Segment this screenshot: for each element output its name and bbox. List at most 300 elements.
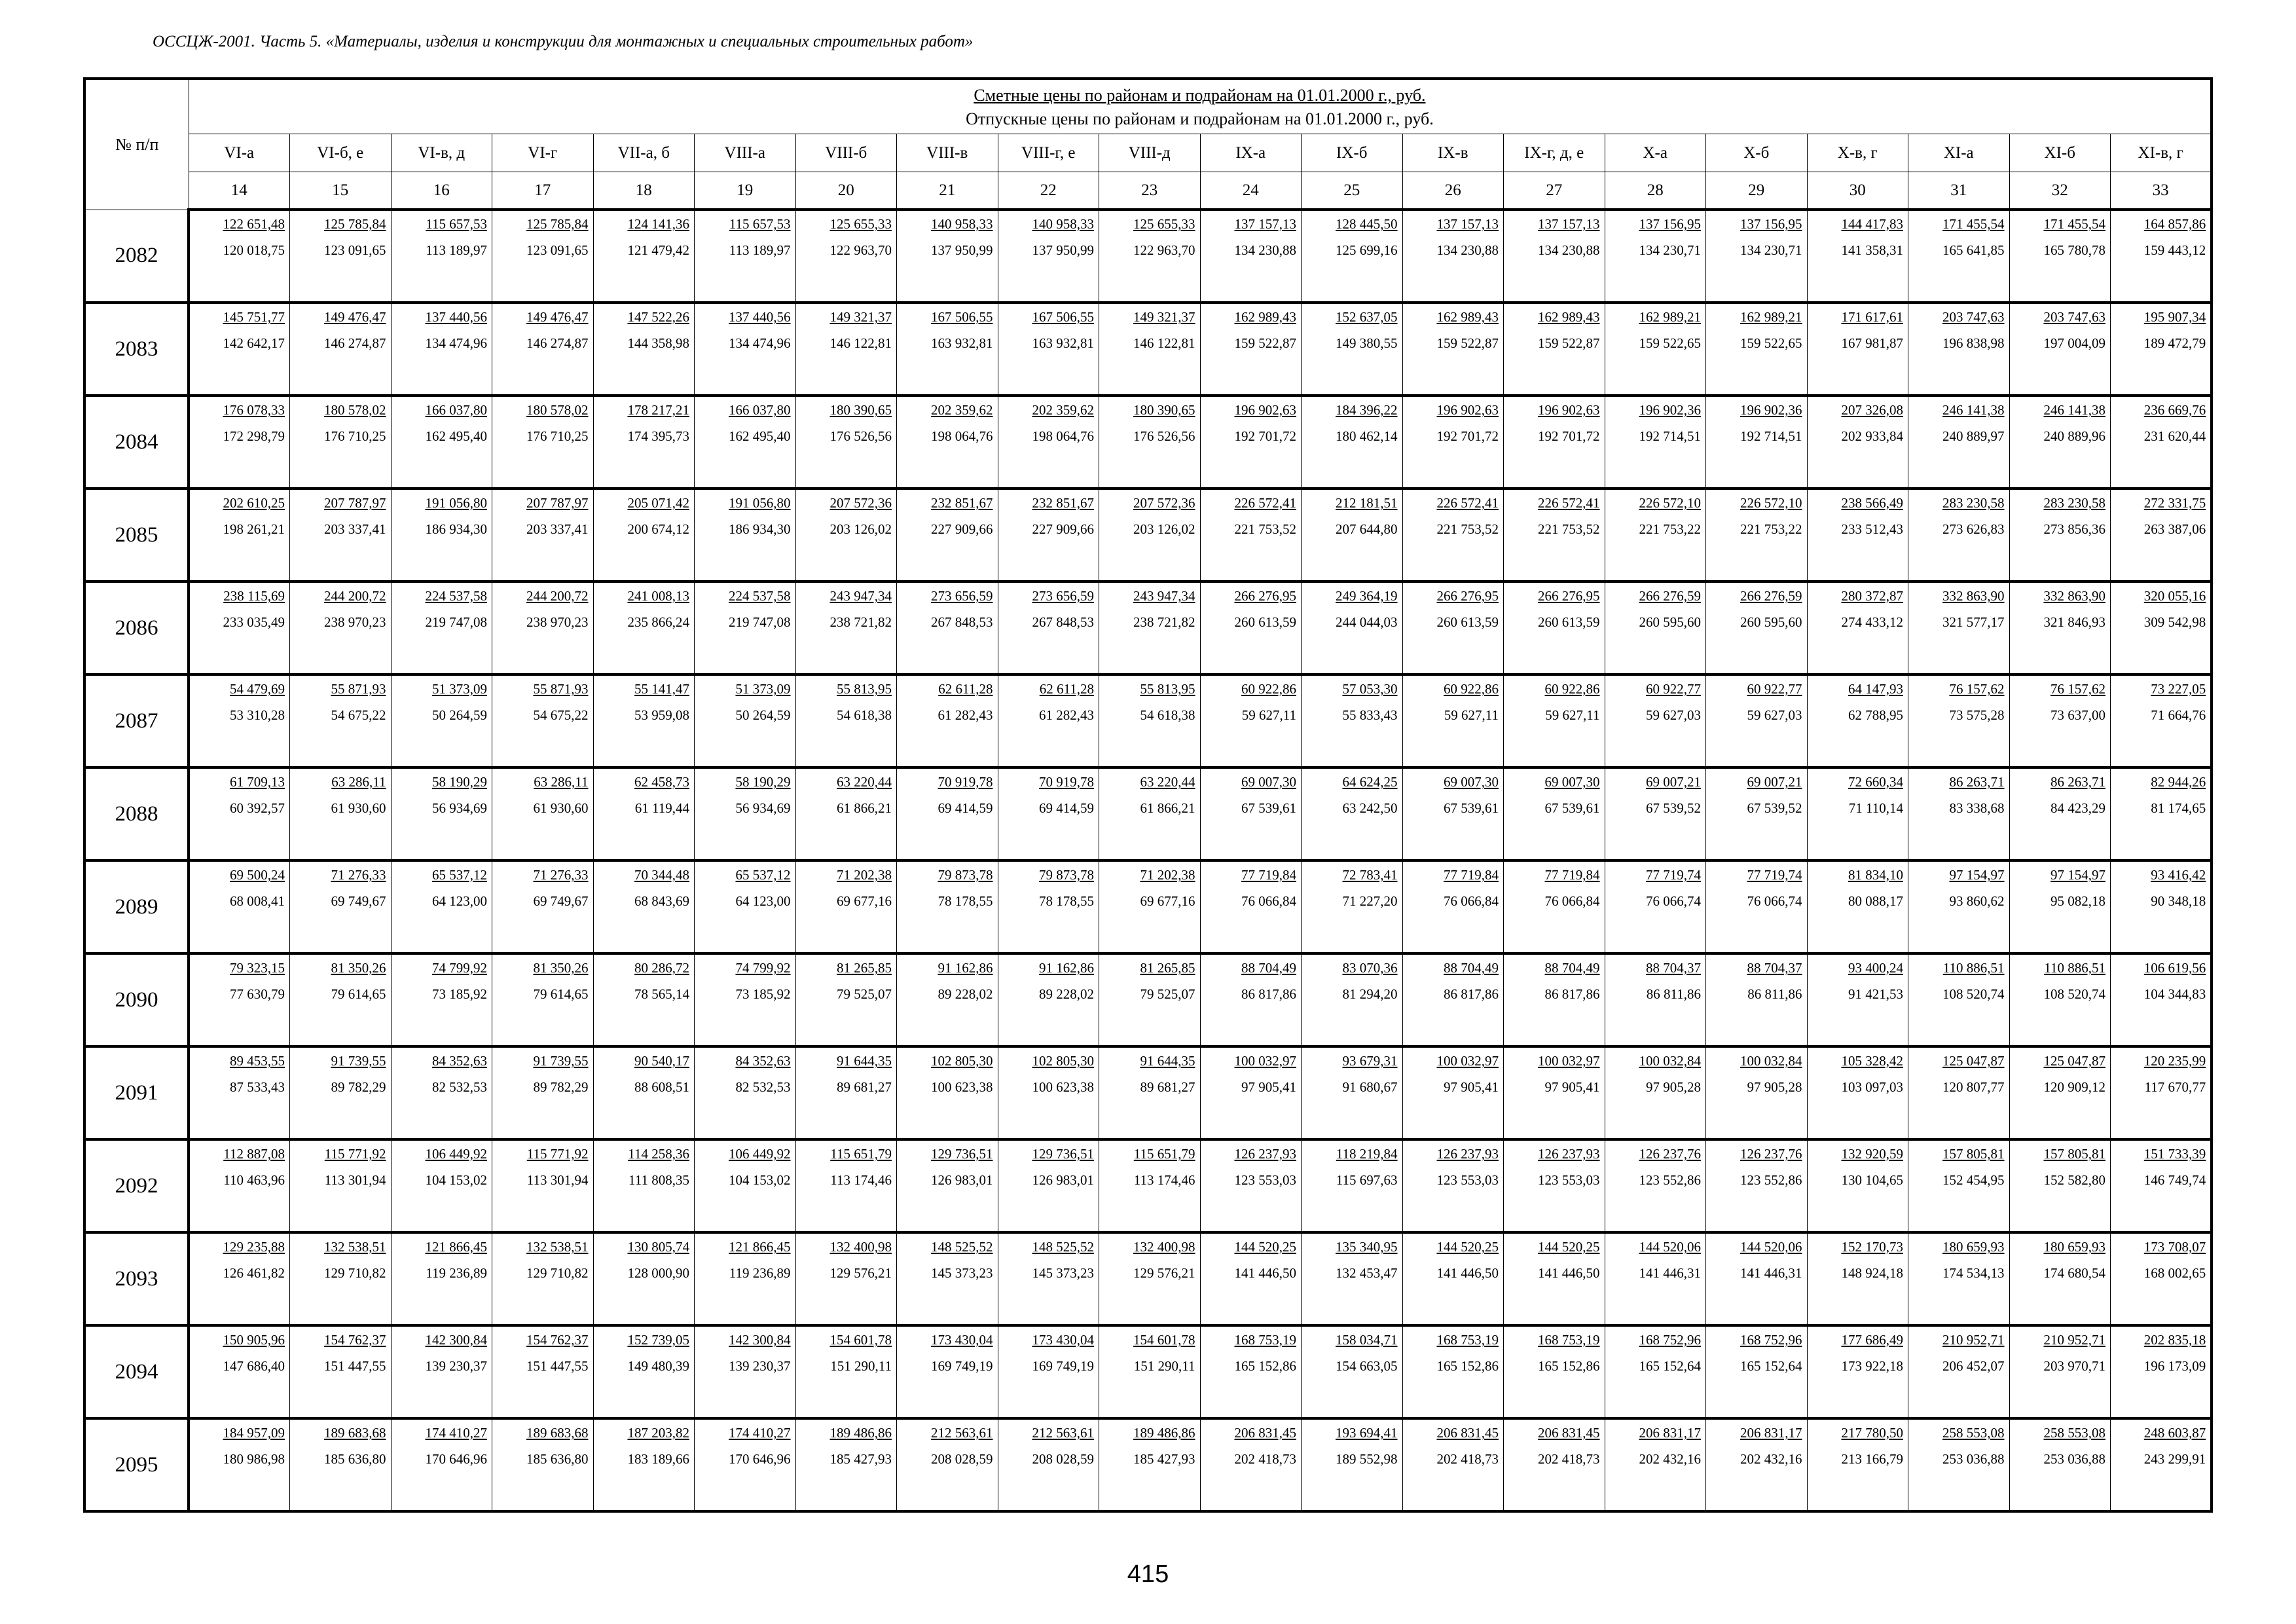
release-price: 189 552,98 — [1336, 1451, 1398, 1467]
release-price: 203 337,41 — [526, 521, 589, 537]
price-cell — [290, 674, 392, 767]
price-cell — [1200, 767, 1302, 860]
price-cell — [1807, 953, 1908, 1046]
release-price: 145 373,23 — [931, 1265, 993, 1281]
estimate-price: 69 007,21 — [1747, 774, 1802, 790]
release-price: 69 677,16 — [1140, 893, 1195, 909]
column-number: 33 — [2111, 172, 2212, 210]
release-price: 89 228,02 — [938, 986, 993, 1002]
estimate-price: 283 230,58 — [2043, 495, 2105, 511]
release-price: 200 674,12 — [627, 521, 689, 537]
price-cell — [391, 1139, 492, 1232]
price-cell — [1706, 1139, 1808, 1232]
release-price: 202 933,84 — [1841, 428, 1903, 444]
caption-row — [84, 79, 2212, 134]
release-price: 167 981,87 — [1841, 335, 1903, 351]
estimate-price: 232 851,67 — [1032, 495, 1094, 511]
estimate-price: 125 047,87 — [2043, 1053, 2105, 1069]
release-price: 144 358,98 — [627, 335, 689, 351]
estimate-price: 88 704,49 — [1444, 960, 1499, 976]
release-price: 123 553,03 — [1234, 1172, 1296, 1188]
estimate-price: 187 203,82 — [627, 1425, 689, 1441]
price-cell — [1605, 953, 1706, 1046]
row-number: 2085 — [84, 489, 189, 581]
estimate-price: 154 601,78 — [1133, 1332, 1195, 1348]
release-price: 68 843,69 — [634, 893, 689, 909]
estimate-price: 84 352,63 — [432, 1053, 487, 1069]
estimate-price: 144 520,25 — [1538, 1239, 1600, 1255]
release-price: 165 152,64 — [1639, 1358, 1701, 1374]
release-price: 115 697,63 — [1336, 1172, 1398, 1188]
price-cell — [1200, 953, 1302, 1046]
release-price: 165 780,78 — [2043, 242, 2105, 258]
estimate-price: 88 704,37 — [1747, 960, 1802, 976]
estimate-price: 58 190,29 — [735, 774, 791, 790]
release-price: 202 432,16 — [1639, 1451, 1701, 1467]
release-price: 134 474,96 — [425, 335, 487, 351]
estimate-price: 100 032,84 — [1639, 1053, 1701, 1069]
estimate-price: 74 799,92 — [735, 960, 791, 976]
price-cell — [391, 303, 492, 396]
price-cell — [1200, 489, 1302, 581]
estimate-price: 73 227,05 — [2151, 681, 2206, 697]
estimate-price: 93 400,24 — [1848, 960, 1903, 976]
estimate-price: 224 537,58 — [729, 588, 791, 604]
price-cell — [1402, 303, 1504, 396]
release-price: 97 905,41 — [1444, 1079, 1499, 1095]
estimate-price: 69 007,30 — [1544, 774, 1600, 790]
price-cell — [897, 489, 998, 581]
price-cell — [795, 1139, 897, 1232]
price-cell — [2111, 1046, 2212, 1139]
price-cell — [1402, 860, 1504, 953]
release-price: 208 028,59 — [931, 1451, 993, 1467]
release-price: 159 522,87 — [1234, 335, 1296, 351]
estimate-price: 246 141,38 — [2043, 402, 2105, 418]
estimate-price: 84 352,63 — [735, 1053, 791, 1069]
estimate-price: 132 920,59 — [1841, 1146, 1903, 1162]
release-price: 253 036,88 — [2043, 1451, 2105, 1467]
release-price: 146 122,81 — [829, 335, 892, 351]
estimate-price: 63 220,44 — [1140, 774, 1195, 790]
release-price: 273 626,83 — [1942, 521, 2005, 537]
row-number: 2095 — [84, 1418, 189, 1511]
release-price: 111 808,35 — [629, 1172, 689, 1188]
estimate-price: 71 202,38 — [1140, 867, 1195, 883]
release-price: 55 833,43 — [1342, 707, 1398, 723]
release-price: 91 680,67 — [1342, 1079, 1398, 1095]
price-cell — [492, 1232, 594, 1325]
price-cell — [290, 210, 392, 303]
estimate-price: 149 476,47 — [526, 309, 589, 325]
release-price: 139 230,37 — [729, 1358, 791, 1374]
price-cell — [795, 674, 897, 767]
release-price: 180 986,98 — [223, 1451, 285, 1467]
release-price: 238 721,82 — [829, 614, 892, 630]
release-price: 67 539,61 — [1444, 800, 1499, 816]
release-price: 122 963,70 — [829, 242, 892, 258]
release-price: 170 646,96 — [729, 1451, 791, 1467]
release-price: 152 454,95 — [1942, 1172, 2005, 1188]
release-price: 163 932,81 — [1032, 335, 1094, 351]
release-price: 141 446,50 — [1234, 1265, 1296, 1281]
estimate-price: 238 115,69 — [223, 588, 285, 604]
price-cell — [593, 1418, 695, 1511]
price-cell — [1099, 1139, 1201, 1232]
release-price: 56 934,69 — [432, 800, 487, 816]
estimate-price: 132 400,98 — [1133, 1239, 1195, 1255]
price-cell — [998, 953, 1099, 1046]
estimate-price: 125 655,33 — [829, 216, 892, 232]
price-cell — [1706, 953, 1808, 1046]
release-price: 86 817,86 — [1241, 986, 1296, 1002]
release-price: 189 472,79 — [2143, 335, 2206, 351]
release-price: 221 753,22 — [1740, 521, 1802, 537]
estimate-price: 112 887,08 — [223, 1146, 285, 1162]
price-cell — [290, 767, 392, 860]
estimate-price: 272 331,75 — [2143, 495, 2206, 511]
estimate-price: 196 902,63 — [1436, 402, 1499, 418]
price-cell — [1807, 396, 1908, 489]
estimate-price: 148 525,52 — [931, 1239, 993, 1255]
price-cell — [2111, 1232, 2212, 1325]
row-number: 2092 — [84, 1139, 189, 1232]
release-price: 113 174,46 — [1133, 1172, 1195, 1188]
price-cell — [1504, 303, 1605, 396]
release-price: 263 387,06 — [2143, 521, 2206, 537]
estimate-price: 70 919,78 — [938, 774, 993, 790]
price-cell — [1402, 210, 1504, 303]
price-cell — [998, 210, 1099, 303]
price-cell — [391, 674, 492, 767]
price-cell — [897, 581, 998, 674]
estimate-price: 206 831,45 — [1234, 1425, 1296, 1441]
estimate-price: 226 572,41 — [1538, 495, 1600, 511]
release-price: 78 565,14 — [634, 986, 689, 1002]
release-price: 86 817,86 — [1444, 986, 1499, 1002]
district-header-row — [84, 134, 2212, 172]
release-price: 321 577,17 — [1942, 614, 2005, 630]
estimate-price: 70 344,48 — [634, 867, 689, 883]
price-cell — [189, 1325, 290, 1418]
price-cell — [2111, 210, 2212, 303]
price-cell — [1706, 767, 1808, 860]
estimate-price: 202 359,62 — [1032, 402, 1094, 418]
release-price: 76 066,84 — [1444, 893, 1499, 909]
table-row — [84, 1325, 2212, 1418]
estimate-price: 110 886,51 — [2044, 960, 2105, 976]
column-number: 29 — [1706, 172, 1808, 210]
estimate-price: 162 989,43 — [1538, 309, 1600, 325]
price-cell — [1302, 674, 1403, 767]
release-price: 89 228,02 — [1039, 986, 1094, 1002]
price-cell — [290, 581, 392, 674]
release-price: 120 807,77 — [1942, 1079, 2005, 1095]
estimate-price: 77 719,84 — [1444, 867, 1499, 883]
estimate-price: 162 989,21 — [1740, 309, 1802, 325]
price-cell — [1706, 1046, 1808, 1139]
release-price: 146 122,81 — [1133, 335, 1195, 351]
estimate-price: 91 739,55 — [331, 1053, 386, 1069]
column-number: 24 — [1200, 172, 1302, 210]
price-cell — [1402, 581, 1504, 674]
estimate-price: 55 871,93 — [331, 681, 386, 697]
release-price: 142 642,17 — [223, 335, 285, 351]
estimate-price: 93 416,42 — [2151, 867, 2206, 883]
estimate-price: 174 410,27 — [729, 1425, 791, 1441]
estimate-price: 115 651,79 — [1133, 1146, 1195, 1162]
estimate-price: 91 162,86 — [1039, 960, 1094, 976]
price-cell — [2009, 303, 2111, 396]
estimate-price: 191 056,80 — [425, 495, 487, 511]
price-cell — [695, 860, 796, 953]
price-cell — [2111, 489, 2212, 581]
estimate-price: 77 719,74 — [1747, 867, 1802, 883]
estimate-price: 77 719,84 — [1544, 867, 1600, 883]
release-price: 126 983,01 — [1032, 1172, 1094, 1188]
estimate-price: 283 230,58 — [1942, 495, 2005, 511]
estimate-price: 65 537,12 — [735, 867, 791, 883]
column-number-row — [84, 172, 2212, 210]
estimate-price: 62 458,73 — [634, 774, 689, 790]
price-cell — [1099, 674, 1201, 767]
release-price: 104 344,83 — [2143, 986, 2206, 1002]
release-price: 202 418,73 — [1234, 1451, 1296, 1467]
release-price: 89 681,27 — [837, 1079, 892, 1095]
release-price: 59 627,03 — [1747, 707, 1802, 723]
estimate-price: 226 572,10 — [1639, 495, 1701, 511]
price-cell — [1504, 1046, 1605, 1139]
price-cell — [1302, 396, 1403, 489]
release-price: 168 002,65 — [2143, 1265, 2206, 1281]
release-price: 128 000,90 — [627, 1265, 689, 1281]
release-price: 91 421,53 — [1848, 986, 1903, 1002]
estimate-price: 173 430,04 — [1032, 1332, 1094, 1348]
district-header: IX-а — [1200, 134, 1302, 172]
price-cell — [2111, 674, 2212, 767]
estimate-price: 55 813,95 — [1140, 681, 1195, 697]
price-cell — [1402, 396, 1504, 489]
price-cell — [1099, 767, 1201, 860]
estimate-price: 206 831,45 — [1538, 1425, 1600, 1441]
release-price: 240 889,97 — [1942, 428, 2005, 444]
release-price: 100 623,38 — [931, 1079, 993, 1095]
release-price: 238 970,23 — [526, 614, 589, 630]
release-price: 186 934,30 — [729, 521, 791, 537]
release-price: 141 358,31 — [1841, 242, 1903, 258]
price-cell — [593, 210, 695, 303]
price-cell — [695, 581, 796, 674]
release-price: 159 522,65 — [1740, 335, 1802, 351]
price-cell — [1504, 396, 1605, 489]
release-price: 119 236,89 — [426, 1265, 487, 1281]
estimate-price: 106 449,92 — [425, 1146, 487, 1162]
estimate-price: 81 265,85 — [837, 960, 892, 976]
estimate-price: 189 486,86 — [1133, 1425, 1195, 1441]
estimate-price: 249 364,19 — [1336, 588, 1398, 604]
estimate-price: 243 947,34 — [829, 588, 892, 604]
estimate-price: 69 007,30 — [1241, 774, 1296, 790]
estimate-price: 148 525,52 — [1032, 1239, 1094, 1255]
estimate-price: 154 762,37 — [526, 1332, 589, 1348]
release-price: 192 701,72 — [1538, 428, 1600, 444]
release-price: 54 618,38 — [837, 707, 892, 723]
price-cell — [492, 303, 594, 396]
release-price: 104 153,02 — [729, 1172, 791, 1188]
estimate-price: 167 506,55 — [1032, 309, 1094, 325]
estimate-price: 72 660,34 — [1848, 774, 1903, 790]
estimate-price: 203 747,63 — [1942, 309, 2005, 325]
estimate-price: 82 944,26 — [2151, 774, 2206, 790]
release-price: 221 753,52 — [1538, 521, 1600, 537]
estimate-price: 180 578,02 — [526, 402, 589, 418]
estimate-price: 178 217,21 — [627, 402, 689, 418]
estimate-price: 212 181,51 — [1336, 495, 1398, 511]
price-cell — [998, 860, 1099, 953]
estimate-price: 173 430,04 — [931, 1332, 993, 1348]
price-cell — [695, 953, 796, 1046]
estimate-price: 203 747,63 — [2043, 309, 2105, 325]
estimate-price: 64 147,93 — [1848, 681, 1903, 697]
estimate-price: 60 922,77 — [1646, 681, 1701, 697]
column-number: 17 — [492, 172, 594, 210]
release-price: 274 433,12 — [1841, 614, 1903, 630]
price-cell — [1504, 210, 1605, 303]
estimate-price: 248 603,87 — [2143, 1425, 2206, 1441]
release-price: 59 627,11 — [1545, 707, 1600, 723]
release-price: 77 630,79 — [230, 986, 285, 1002]
release-price: 202 418,73 — [1538, 1451, 1600, 1467]
release-price: 159 522,65 — [1639, 335, 1701, 351]
estimate-price: 180 390,65 — [829, 402, 892, 418]
price-cell — [391, 953, 492, 1046]
estimate-price: 120 235,99 — [2143, 1053, 2206, 1069]
price-cell — [391, 1325, 492, 1418]
release-price: 69 414,59 — [938, 800, 993, 816]
caption-estimate-prices: Сметные цены по районам и подрайонам на 01.01.2000 г., руб. — [974, 86, 1426, 105]
release-price: 159 522,87 — [1538, 335, 1600, 351]
price-cell — [1807, 860, 1908, 953]
column-number: 25 — [1302, 172, 1403, 210]
price-cell — [1504, 767, 1605, 860]
release-price: 129 576,21 — [1133, 1265, 1195, 1281]
price-cell — [2111, 396, 2212, 489]
price-cell — [1099, 1232, 1201, 1325]
estimate-price: 54 479,69 — [230, 681, 285, 697]
release-price: 176 710,25 — [526, 428, 589, 444]
release-price: 192 701,72 — [1436, 428, 1499, 444]
release-price: 79 525,07 — [1140, 986, 1195, 1002]
release-price: 54 675,22 — [331, 707, 386, 723]
price-cell — [1099, 581, 1201, 674]
price-table — [83, 77, 2213, 1513]
release-price: 76 066,74 — [1646, 893, 1701, 909]
release-price: 159 522,87 — [1436, 335, 1499, 351]
release-price: 213 166,79 — [1841, 1451, 1903, 1467]
price-cell — [492, 1139, 594, 1232]
estimate-price: 91 739,55 — [533, 1053, 589, 1069]
price-cell — [1908, 1139, 2010, 1232]
price-cell — [1099, 303, 1201, 396]
release-price: 176 710,25 — [324, 428, 386, 444]
price-cell — [189, 210, 290, 303]
release-price: 69 749,67 — [533, 893, 589, 909]
price-cell — [998, 767, 1099, 860]
estimate-price: 86 263,71 — [1949, 774, 2005, 790]
release-price: 97 905,28 — [1747, 1079, 1802, 1095]
estimate-price: 118 219,84 — [1336, 1146, 1398, 1162]
release-price: 235 866,24 — [627, 614, 689, 630]
release-price: 238 970,23 — [324, 614, 386, 630]
price-cell — [2009, 1418, 2111, 1511]
release-price: 108 520,74 — [1942, 986, 2005, 1002]
column-number: 32 — [2009, 172, 2111, 210]
price-cell — [189, 767, 290, 860]
release-price: 67 539,61 — [1544, 800, 1600, 816]
price-cell — [290, 953, 392, 1046]
price-cell — [290, 1139, 392, 1232]
district-header: VI-г — [492, 134, 594, 172]
estimate-price: 144 520,06 — [1639, 1239, 1701, 1255]
release-price: 71 664,76 — [2151, 707, 2206, 723]
estimate-price: 62 611,28 — [938, 681, 993, 697]
release-price: 151 290,11 — [830, 1358, 892, 1374]
district-header: VIII-в — [897, 134, 998, 172]
estimate-price: 115 771,92 — [526, 1146, 589, 1162]
estimate-price: 258 553,08 — [1942, 1425, 2005, 1441]
price-cell — [1504, 489, 1605, 581]
estimate-price: 142 300,84 — [729, 1332, 791, 1348]
row-number: 2093 — [84, 1232, 189, 1325]
estimate-price: 90 540,17 — [634, 1053, 689, 1069]
price-cell — [492, 860, 594, 953]
release-price: 243 299,91 — [2143, 1451, 2206, 1467]
estimate-price: 61 709,13 — [230, 774, 285, 790]
release-price: 123 552,86 — [1740, 1172, 1802, 1188]
release-price: 130 104,65 — [1841, 1172, 1903, 1188]
estimate-price: 57 053,30 — [1342, 681, 1398, 697]
estimate-price: 166 037,80 — [425, 402, 487, 418]
estimate-price: 196 902,36 — [1639, 402, 1701, 418]
estimate-price: 180 659,93 — [1942, 1239, 2005, 1255]
release-price: 84 423,29 — [2050, 800, 2105, 816]
price-cell — [1504, 674, 1605, 767]
row-number: 2094 — [84, 1325, 189, 1418]
release-price: 120 909,12 — [2043, 1079, 2105, 1095]
release-price: 197 004,09 — [2043, 335, 2105, 351]
price-cell — [795, 1418, 897, 1511]
estimate-price: 122 651,48 — [223, 216, 285, 232]
estimate-price: 83 070,36 — [1342, 960, 1398, 976]
estimate-price: 102 805,30 — [931, 1053, 993, 1069]
price-cell — [290, 489, 392, 581]
price-table-wrapper — [83, 77, 2210, 1513]
release-price: 113 189,97 — [426, 242, 487, 258]
release-price: 185 636,80 — [324, 1451, 386, 1467]
estimate-price: 71 276,33 — [533, 867, 589, 883]
release-price: 137 950,99 — [1032, 242, 1094, 258]
release-price: 81 294,20 — [1342, 986, 1398, 1002]
row-number: 2082 — [84, 210, 189, 303]
estimate-price: 97 154,97 — [1949, 867, 2005, 883]
price-cell — [593, 953, 695, 1046]
release-price: 176 526,56 — [829, 428, 892, 444]
estimate-price: 65 537,12 — [432, 867, 487, 883]
release-price: 86 817,86 — [1544, 986, 1600, 1002]
estimate-price: 91 644,35 — [837, 1053, 892, 1069]
price-cell — [1099, 210, 1201, 303]
release-price: 59 627,11 — [1241, 707, 1296, 723]
